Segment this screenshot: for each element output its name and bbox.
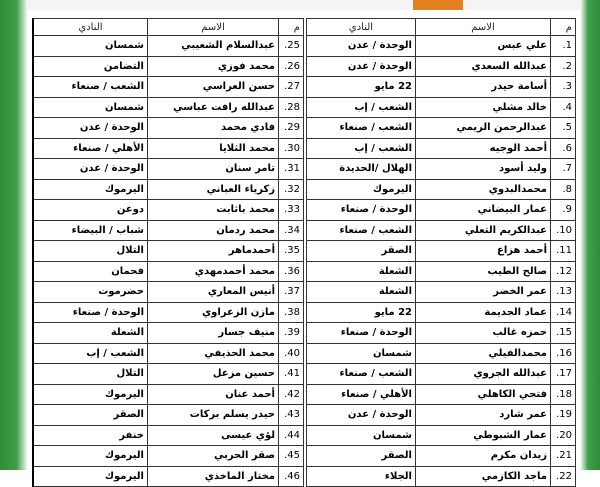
player-number: 22. [551,466,576,487]
table-row [33,466,304,487]
player-club: الجلاء [307,466,416,487]
table-row [307,282,576,303]
player-number: 30. [279,138,304,159]
table-row [307,466,576,487]
player-number: 34. [279,220,304,241]
player-number: 25. [279,36,304,57]
player-number: 36. [279,261,304,282]
player-number: 32. [279,179,304,200]
table-row [307,384,576,405]
player-name: زيدان مكرم [416,446,551,467]
player-name: حسين مزعل [148,364,279,385]
table-row [307,138,576,159]
player-club: الصقر [33,405,148,426]
player-name: ماجد الكازمي [416,466,551,487]
header-num: م [551,19,576,36]
player-number: 4. [551,97,576,118]
player-club: اليرموك [33,179,148,200]
player-number: 41. [279,364,304,385]
player-club: الشعب / صنعاء [33,77,148,98]
player-club: الوحدة / صنعاء [307,323,416,344]
player-number: 12. [551,261,576,282]
player-number: 20. [551,425,576,446]
player-club: الأهلي / صنعاء [33,138,148,159]
player-name: منيف جسار [148,323,279,344]
right-player-table [306,18,576,487]
player-club: حضرموت [33,282,148,303]
player-name: أحمد هزاع [416,241,551,262]
player-club: اليرموك [33,384,148,405]
player-number: 26. [279,56,304,77]
player-club: الصقر [307,241,416,262]
player-number: 5. [551,118,576,139]
player-name: زكرياء العباني [148,179,279,200]
player-name: عبدالله رافت عباسي [148,97,279,118]
player-club: الوحدة / صنعاء [307,200,416,221]
table-row [33,364,304,385]
player-number: 3. [551,77,576,98]
table-row [33,323,304,344]
left-green-border [0,0,28,470]
player-club: الأهلي / صنعاء [307,384,416,405]
player-number: 10. [551,220,576,241]
table-row [307,159,576,180]
table-row [307,97,576,118]
table-row [33,97,304,118]
player-name: عمر شارد [416,405,551,426]
player-club: الصقر [307,446,416,467]
player-name: عمار الشبوطي [416,425,551,446]
player-number: 43. [279,405,304,426]
table-header-row [307,19,576,36]
player-name: أحمد عنان [148,384,279,405]
player-name: محمدالبدوي [416,179,551,200]
player-club: شمسان [33,97,148,118]
player-club: الوحدة / عدن [307,405,416,426]
player-number: 19. [551,405,576,426]
player-number: 7. [551,159,576,180]
player-club: فحمان [33,261,148,282]
player-name: محمد أحمدمهدي [148,261,279,282]
document-sheet [32,18,576,482]
table-row [33,405,304,426]
player-club: الشعب / صنعاء [307,220,416,241]
player-number: 9. [551,200,576,221]
top-strip [0,0,600,10]
player-number: 37. [279,282,304,303]
player-club: شمسان [307,425,416,446]
player-club: الشعب / صنعاء [307,118,416,139]
table-row [307,364,576,385]
player-number: 21. [551,446,576,467]
player-name: عمار البيضاني [416,200,551,221]
player-name: محمد الحذيفي [148,343,279,364]
table-row [33,36,304,57]
player-name: محمد فوزي [148,56,279,77]
player-club: الوحدة / عدن [307,36,416,57]
player-club: اليرموك [33,446,148,467]
table-row [307,261,576,282]
player-number: 15. [551,323,576,344]
player-name: تامر سنان [148,159,279,180]
player-club: اليرموك [33,466,148,487]
player-name: حيدر يسلم بركات [148,405,279,426]
player-club: الوحدة / صنعاء [33,302,148,323]
player-number: 42. [279,384,304,405]
player-club: الوحدة / عدن [307,56,416,77]
table-row [33,118,304,139]
player-club: 22 مايو [307,77,416,98]
player-club: شمسان [33,36,148,57]
table-row [33,343,304,364]
player-number: 39. [279,323,304,344]
player-club: خنفر [33,425,148,446]
table-row [307,77,576,98]
orange-header-tab [413,0,463,10]
player-name: عبدالله السعدي [416,56,551,77]
table-row [33,261,304,282]
table-row [33,138,304,159]
player-club: الشعب / إب [307,138,416,159]
table-row [33,282,304,303]
player-number: 11. [551,241,576,262]
player-number: 16. [551,343,576,364]
player-name: فادي محمد [148,118,279,139]
player-number: 46. [279,466,304,487]
table-row [33,220,304,241]
left-player-table [32,18,304,487]
player-name: محمد ردمان [148,220,279,241]
player-number: 31. [279,159,304,180]
table-row [33,241,304,262]
table-row [33,159,304,180]
player-name: حسن العراسي [148,77,279,98]
player-number: 8. [551,179,576,200]
table-row [307,323,576,344]
table-row [307,36,576,57]
player-name: أحمد الوجيه [416,138,551,159]
table-row [307,118,576,139]
table-row [307,179,576,200]
player-club: التلال [33,241,148,262]
player-name: علي عبس [416,36,551,57]
player-name: وليد أسود [416,159,551,180]
player-name: عماد الجديمة [416,302,551,323]
table-row [307,220,576,241]
table-row [33,77,304,98]
table-row [307,405,576,426]
player-name: محمد الثلايا [148,138,279,159]
player-number: 35. [279,241,304,262]
header-club: النادي [33,19,148,36]
player-number: 6. [551,138,576,159]
player-number: 28. [279,97,304,118]
player-name: لؤي عيسى [148,425,279,446]
player-name: عبدالكريم التعلي [416,220,551,241]
table-row [33,200,304,221]
header-name: الاسم [416,19,551,36]
player-name: عبدالله الجروي [416,364,551,385]
player-name: عمر الخضر [416,282,551,303]
player-name: خالد مشلي [416,97,551,118]
table-row [307,425,576,446]
player-club: الشعلة [33,323,148,344]
player-name: أحمدماهر [148,241,279,262]
player-club: الشعلة [307,282,416,303]
player-number: 33. [279,200,304,221]
player-number: 29. [279,118,304,139]
player-club: الشعلة [307,261,416,282]
player-name: عبدالرحمن الريمي [416,118,551,139]
player-club: الهلال /الحديدة [307,159,416,180]
player-number: 1. [551,36,576,57]
header-club: النادي [307,19,416,36]
player-number: 27. [279,77,304,98]
table-row [33,384,304,405]
table-row [307,302,576,323]
player-number: 14. [551,302,576,323]
player-club: شباب / البيضاء [33,220,148,241]
player-name: محمدالفيلي [416,343,551,364]
player-club: الشعب / صنعاء [307,364,416,385]
table-row [307,343,576,364]
player-club: دوعن [33,200,148,221]
table-row [307,56,576,77]
player-club: الشعب / إب [33,343,148,364]
player-club: التلال [33,364,148,385]
header-num: م [279,19,304,36]
player-number: 44. [279,425,304,446]
player-club: 22 مايو [307,302,416,323]
table-row [33,179,304,200]
player-name: أسامة حيدر [416,77,551,98]
right-green-border [580,0,600,470]
table-row [33,302,304,323]
table-row [307,200,576,221]
player-club: اليرموك [307,179,416,200]
player-club: التضامن [33,56,148,77]
player-name: صالح الطيب [416,261,551,282]
player-club: شمسان [307,343,416,364]
player-club: الوحدة / عدن [33,118,148,139]
player-club: الشعب / إب [307,97,416,118]
player-name: عبدالسلام الشعيبي [148,36,279,57]
player-name: مازن الزعراوي [148,302,279,323]
header-name: الاسم [148,19,279,36]
player-number: 45. [279,446,304,467]
player-name: فتحي الكاهلي [416,384,551,405]
player-name: مختار الماخذي [148,466,279,487]
player-name: محمد باثابت [148,200,279,221]
table-row [307,446,576,467]
player-number: 13. [551,282,576,303]
table-row [33,425,304,446]
player-name: أنيس المعاري [148,282,279,303]
player-number: 17. [551,364,576,385]
player-name: حمزه غالب [416,323,551,344]
player-number: 38. [279,302,304,323]
table-header-row [33,19,304,36]
player-number: 18. [551,384,576,405]
player-number: 2. [551,56,576,77]
player-name: صقر الحربي [148,446,279,467]
player-number: 40. [279,343,304,364]
player-club: الوحدة / عدن [33,159,148,180]
table-row [307,241,576,262]
table-row [33,446,304,467]
table-row [33,56,304,77]
